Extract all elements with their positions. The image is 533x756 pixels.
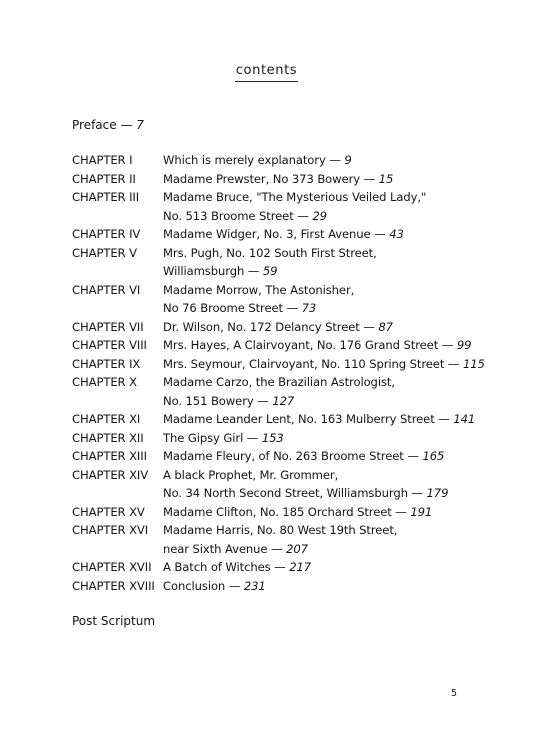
toc-row <box>72 151 492 170</box>
chapter-page-number: 127 <box>272 393 295 408</box>
chapter-title <box>163 318 492 337</box>
chapter-title <box>163 355 492 374</box>
chapter-title <box>163 151 492 170</box>
toc-row <box>72 484 492 503</box>
chapter-title-text: Madame Morrow, The Astonisher, <box>163 282 355 297</box>
chapter-title <box>163 447 492 466</box>
chapter-title-text: A Batch of Witches <box>163 560 271 574</box>
chapter-dash: — <box>243 430 262 445</box>
chapter-dash: — <box>293 208 313 223</box>
chapter-dash: — <box>403 449 423 463</box>
chapter-dash: — <box>270 560 290 574</box>
chapter-title <box>163 521 492 540</box>
chapter-page-number: 29 <box>312 208 327 223</box>
chapter-title <box>163 336 492 355</box>
toc-row <box>72 429 492 448</box>
chapter-title <box>163 540 492 559</box>
chapter-title-text: Mrs. Hayes, A Clairvoyant, No. 176 Grand Street <box>163 338 439 352</box>
toc-row <box>72 447 492 466</box>
table-of-contents <box>72 151 492 595</box>
chapter-page-number: 153 <box>261 430 284 445</box>
toc-row <box>72 540 492 559</box>
chapter-title <box>163 188 492 207</box>
chapter-page-number: 9 <box>344 153 352 167</box>
chapter-number: CHAPTER VIII <box>72 338 147 352</box>
chapter-title-text: No. 34 North Second Street, Williamsburgh <box>163 486 408 500</box>
chapter-title <box>163 299 492 318</box>
chapter-title-text: Williamsburgh <box>163 264 245 278</box>
toc-row <box>72 225 492 244</box>
chapter-page-number: 217 <box>289 560 312 574</box>
chapter-number: CHAPTER III <box>72 190 140 204</box>
chapter-dash: — <box>444 356 463 371</box>
chapter-number: CHAPTER II <box>72 171 136 186</box>
chapter-number <box>72 207 163 226</box>
chapter-dash: — <box>359 319 379 334</box>
chapter-dash: — <box>438 338 457 352</box>
chapter-title-text: Dr. Wilson, No. 172 Delancy Street <box>163 319 360 334</box>
toc-row <box>72 336 492 355</box>
toc-row <box>72 188 492 207</box>
chapter-number: CHAPTER VII <box>72 319 144 334</box>
chapter-title <box>163 503 492 522</box>
chapter-dash: — <box>360 171 379 186</box>
chapter-title <box>163 281 492 300</box>
chapter-number: CHAPTER IX <box>72 356 141 371</box>
chapter-title-text: The Gipsy Girl <box>163 430 244 445</box>
chapter-title-text: Mrs. Seymour, Clairvoyant, No. 110 Spring Street <box>163 356 445 371</box>
chapter-number: CHAPTER XV <box>72 504 145 519</box>
chapter-dash: — <box>370 227 390 241</box>
chapter-title-text: Madame Widger, No. 3, First Avenue <box>163 227 371 241</box>
chapter-title-text: near Sixth Avenue <box>163 541 268 556</box>
chapter-title-text: Madame Carzo, the Brazilian Astrologist, <box>163 375 395 389</box>
chapter-title <box>163 558 492 577</box>
chapter-page-number: 59 <box>262 264 278 278</box>
chapter-title <box>163 410 492 429</box>
post-scriptum-entry: Post Scriptum <box>72 614 156 628</box>
toc-row <box>72 466 492 485</box>
chapter-number <box>72 392 163 411</box>
toc-row <box>72 410 492 429</box>
chapter-title-text: No 76 Broome Street <box>163 301 283 315</box>
chapter-title <box>163 577 492 596</box>
chapter-number: CHAPTER IV <box>72 227 141 241</box>
chapter-dash: — <box>244 264 263 278</box>
chapter-title-text: Madame Harris, No. 80 West 19th Street, <box>163 523 398 537</box>
chapter-number: CHAPTER XIV <box>72 467 149 482</box>
chapter-number: CHAPTER XVIII <box>72 578 155 593</box>
chapter-page-number: 115 <box>462 356 485 371</box>
preface-entry <box>72 116 144 134</box>
chapter-number: CHAPTER X <box>72 375 137 389</box>
chapter-page-number: 207 <box>286 541 308 556</box>
chapter-number: CHAPTER VI <box>72 282 141 297</box>
chapter-dash: — <box>253 393 273 408</box>
toc-row <box>72 558 492 577</box>
chapter-title <box>163 392 492 411</box>
toc-row <box>72 392 492 411</box>
page-number: 5 <box>451 688 458 699</box>
chapter-title-text: Madame Prewster, No 373 Bowery <box>163 171 361 186</box>
toc-row <box>72 207 492 226</box>
chapter-number <box>72 262 163 281</box>
toc-row <box>72 262 492 281</box>
toc-row <box>72 299 492 318</box>
chapter-title <box>163 466 492 485</box>
chapter-page-number: 165 <box>422 449 445 463</box>
chapter-dash: — <box>325 153 345 167</box>
chapter-title-text: Mrs. Pugh, No. 102 South First Street, <box>163 245 377 260</box>
chapter-title-text: Madame Bruce, "The Mysterious Veiled Lady," <box>163 190 427 204</box>
toc-row <box>72 577 492 596</box>
chapter-number <box>72 484 163 503</box>
chapter-page-number: 231 <box>243 578 266 593</box>
chapter-page-number: 99 <box>456 338 472 352</box>
preface-page-number: 7 <box>136 118 144 132</box>
chapter-title <box>163 262 492 281</box>
preface-dash: — <box>116 118 137 132</box>
chapter-number: CHAPTER V <box>72 245 137 260</box>
chapter-title-text: Which is merely explanatory <box>163 153 326 167</box>
chapter-dash: — <box>225 578 244 593</box>
chapter-title-text: Conclusion <box>163 578 226 593</box>
chapter-number: CHAPTER XIII <box>72 449 147 463</box>
chapter-dash: — <box>282 301 302 315</box>
toc-row <box>72 521 492 540</box>
chapter-dash: — <box>267 541 287 556</box>
chapter-page-number: 191 <box>410 504 433 519</box>
chapter-number: CHAPTER XI <box>72 412 141 426</box>
toc-row <box>72 170 492 189</box>
chapter-dash: — <box>434 412 454 426</box>
chapter-title <box>163 429 492 448</box>
chapter-number: CHAPTER I <box>72 153 133 167</box>
chapter-page-number: 73 <box>301 301 317 315</box>
toc-row <box>72 373 492 392</box>
chapter-title <box>163 170 492 189</box>
chapter-title <box>163 244 492 263</box>
chapter-number: CHAPTER XVII <box>72 560 152 574</box>
chapter-page-number: 87 <box>378 319 393 334</box>
chapter-title-text: Madame Clifton, No. 185 Orchard Street <box>163 504 392 519</box>
toc-row <box>72 503 492 522</box>
toc-row <box>72 281 492 300</box>
chapter-number <box>72 299 163 318</box>
chapter-title-text: No. 151 Bowery <box>163 393 254 408</box>
chapter-number <box>72 540 163 559</box>
chapter-title-text: Madame Leander Lent, No. 163 Mulberry Street <box>163 412 435 426</box>
toc-row <box>72 244 492 263</box>
preface-label: Preface <box>72 118 117 132</box>
chapter-title <box>163 373 492 392</box>
contents-heading: contents <box>235 63 298 82</box>
chapter-title <box>163 484 492 503</box>
chapter-dash: — <box>407 486 427 500</box>
chapter-title-text: Madame Fleury, of No. 263 Broome Street <box>163 449 404 463</box>
chapter-title <box>163 207 492 226</box>
chapter-number: CHAPTER XII <box>72 430 144 445</box>
chapter-page-number: 141 <box>453 412 476 426</box>
chapter-page-number: 43 <box>389 227 404 241</box>
chapter-title <box>163 225 492 244</box>
toc-row <box>72 318 492 337</box>
chapter-title-text: A black Prophet, Mr. Grommer, <box>163 467 339 482</box>
chapter-dash: — <box>391 504 411 519</box>
contents-heading-wrap <box>0 59 533 82</box>
chapter-page-number: 15 <box>378 171 394 186</box>
chapter-title-text: No. 513 Broome Street <box>163 208 294 223</box>
toc-row <box>72 355 492 374</box>
chapter-page-number: 179 <box>426 486 449 500</box>
chapter-number: CHAPTER XVI <box>72 523 149 537</box>
